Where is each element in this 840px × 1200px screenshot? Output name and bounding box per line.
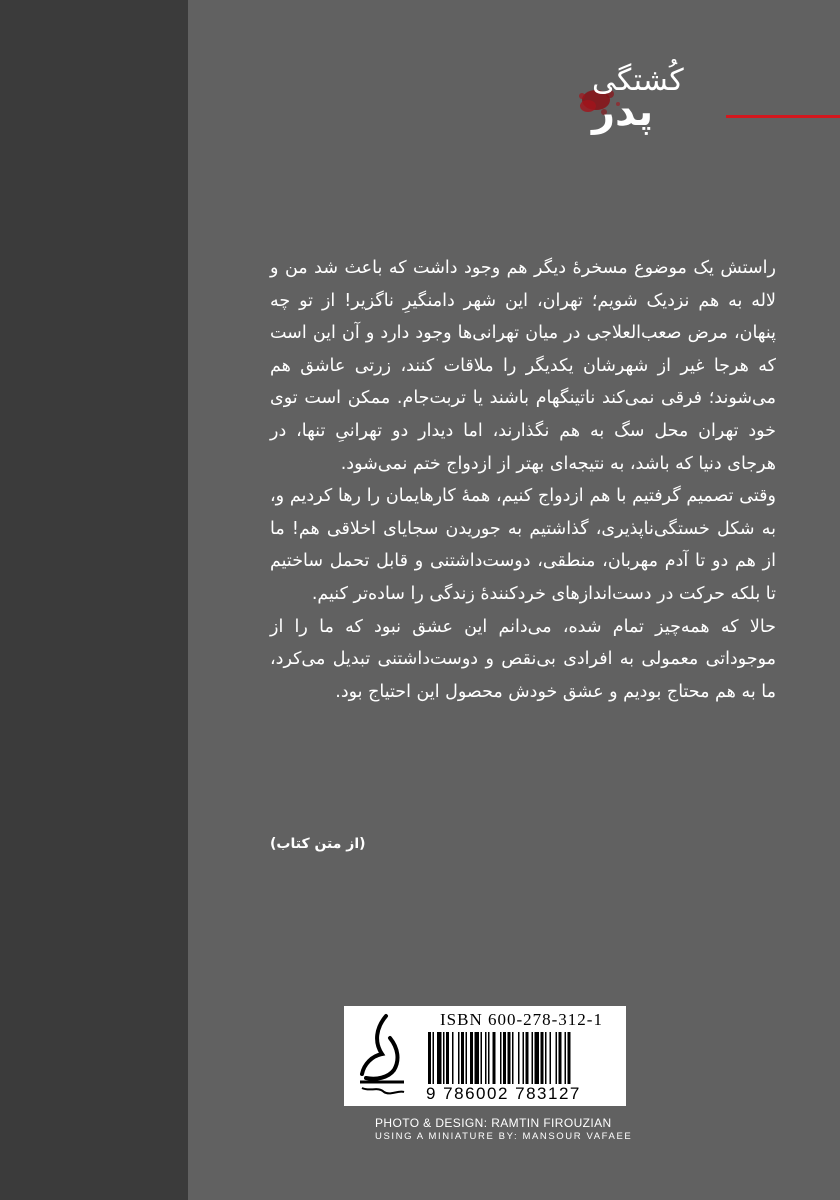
- barcode-bar: [518, 1032, 520, 1084]
- barcode-bar: [458, 1032, 460, 1084]
- barcode-bar: [523, 1032, 525, 1084]
- barcode-bar: [443, 1032, 445, 1084]
- blurb-paragraph: راستش یک موضوع مسخرهٔ دیگر هم وجود داشت که باعث شد من و لاله به هم نزدیک شویم؛ تهران، این شهر دامنگیرِ ناگزیر! از تو چه پنهان، مرض صعب‌العلاجی در میان تهرانی‌ها وجود دارد و آن این است که هرجا غیر از شهرشان یکدیگر را ملاقات کنند، زرتی عاشق هم می‌شوند؛ فرقی نمی‌کند ناتینگهام باشند یا تربت‌جام. ممکن است توی خود تهران محل سگ به هم نگذارند، اما دیدار دو تهرانیِ تنها، در هرجای دنیا که باشد، به نتیجه‌ای بهتر از ازدواج ختم نمی‌شود.: [270, 258, 776, 474]
- barcode-bar: [452, 1032, 454, 1084]
- barcode-bar: [559, 1032, 562, 1084]
- barcode-bar: [541, 1032, 544, 1084]
- back-cover-blurb: [270, 252, 776, 708]
- barcode-bar: [466, 1032, 468, 1084]
- book-title-word-2: کُشتگی: [592, 63, 684, 98]
- barcode-bar: [550, 1032, 552, 1084]
- blurb-source: (از متن کتاب): [270, 836, 366, 852]
- isbn-label: ISBN 600-278-312-1: [440, 1010, 603, 1029]
- publisher-logo-icon: [346, 1008, 418, 1100]
- barcode-bar: [545, 1032, 547, 1084]
- red-accent-rule: [726, 115, 840, 118]
- barcode-bar: [532, 1032, 534, 1084]
- barcode-bar: [493, 1032, 496, 1084]
- barcode-bar: [512, 1032, 514, 1084]
- barcode-bar: [428, 1032, 431, 1084]
- blurb-paragraph: وقتی تصمیم گرفتیم با هم ازدواج کنیم، همهٔ کارهایمان را رها کردیم و، به شکل خستگی‌ناپذیری، گذاشتیم به جوریدن سجایای اخلاقی هم! ما از هم دو تا آدم مهربان، منطقی، دوست‌داشتنی و قابل تحمل ساختیم تا بلکه حرکت در دست‌اندازهای خردکنندهٔ زندگی را ساده‌تر کنیم.: [270, 486, 776, 604]
- credits: [375, 1116, 675, 1144]
- barcode-bar: [470, 1032, 473, 1084]
- isbn-barcode-panel: [344, 1006, 626, 1106]
- barcode-bar: [556, 1032, 558, 1084]
- barcode-bar: [437, 1032, 442, 1084]
- book-spine: [0, 0, 188, 1200]
- barcode-bar: [461, 1032, 464, 1084]
- credit-photo-design: PHOTO & DESIGN: RAMTIN FIROUZIAN: [375, 1116, 612, 1130]
- barcode-bar: [500, 1032, 502, 1084]
- blurb-paragraph: حالا که همه‌چیز تمام شده، می‌دانم این عشق نبود که ما را از موجوداتی معمولی به افرادی بی‌نقص و دوست‌داشتنی تبدیل می‌کرد، ما به هم محتاج بودیم و عشق خودش محصول این احتیاج بود.: [270, 616, 776, 702]
- barcode-bar: [535, 1032, 540, 1084]
- barcode-bar: [503, 1032, 506, 1084]
- barcode-bar: [508, 1032, 511, 1084]
- barcode-bars: [428, 1032, 618, 1084]
- barcode-bar: [433, 1032, 435, 1084]
- credit-miniature: USING A MINIATURE BY: MANSOUR VAFAEE: [375, 1131, 633, 1142]
- barcode-bar: [568, 1032, 571, 1084]
- barcode-bar: [485, 1032, 487, 1084]
- barcode-bar: [526, 1032, 529, 1084]
- barcode-bar: [488, 1032, 490, 1084]
- barcode-bar: [481, 1032, 483, 1084]
- ean-digits: 9 786002 783127: [426, 1084, 581, 1103]
- barcode-bar: [475, 1032, 480, 1084]
- book-title-word-1: پدر: [592, 89, 654, 135]
- barcode-bar: [446, 1032, 449, 1084]
- barcode-bar: [565, 1032, 567, 1084]
